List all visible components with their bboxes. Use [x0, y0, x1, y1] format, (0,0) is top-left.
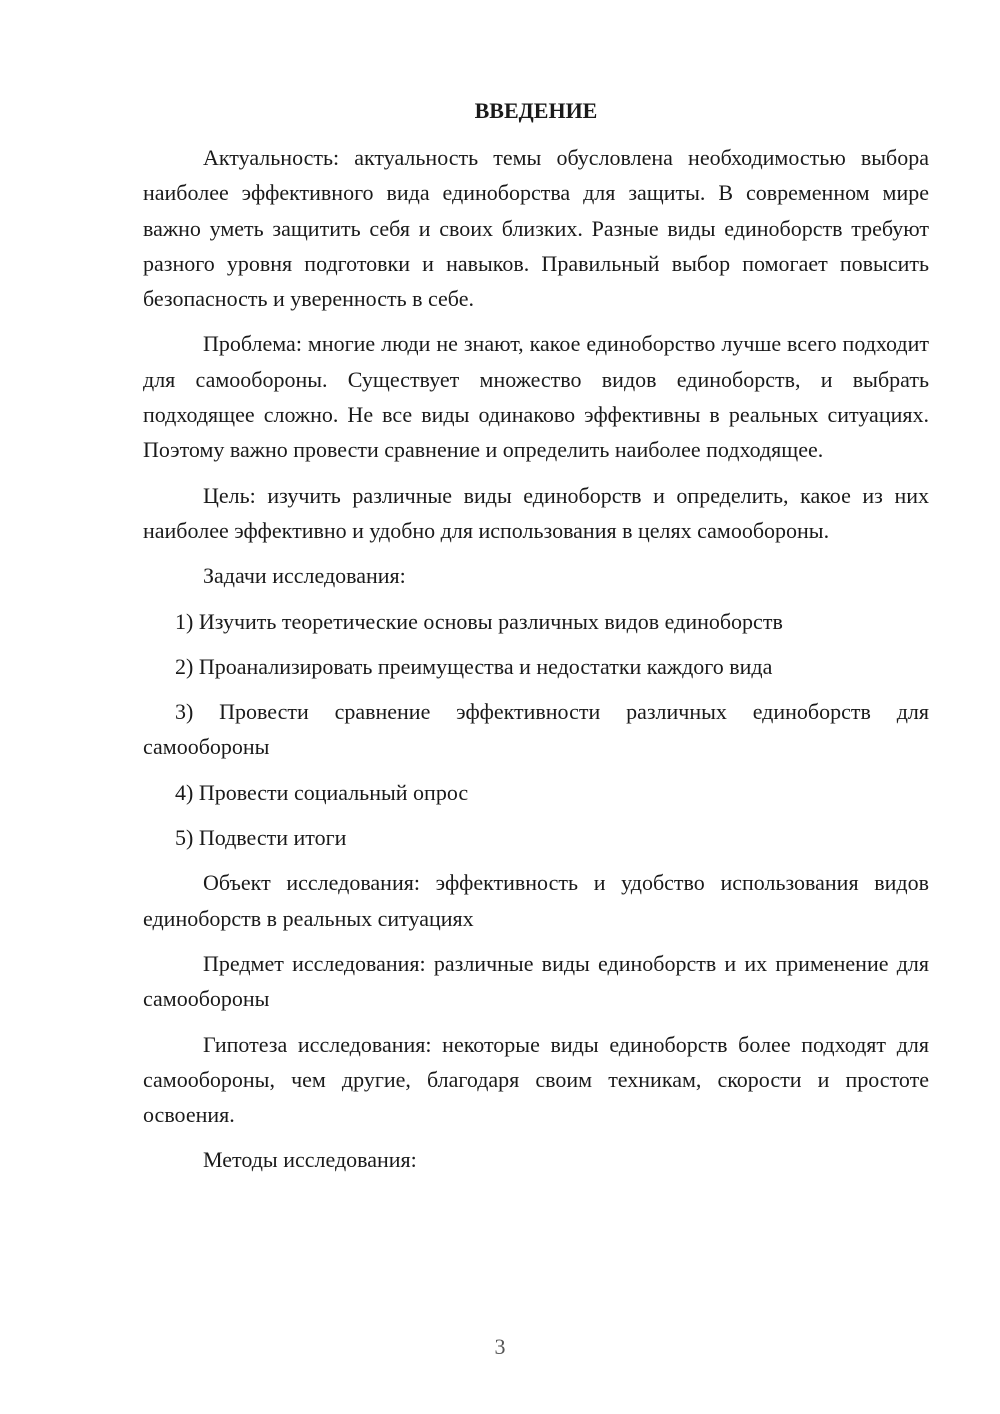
task-item: 5) Подвести итоги [175, 825, 347, 851]
page-content [143, 96, 929, 1178]
actuality-paragraph: Актуальность: актуальность темы обусловлена необходимостью выбора наиболее эффективного вида единоборства для защиты. В современном мире важно уметь защитить себя и своих близких. Разные виды единоборств требуют разного уровня подготовки и навыков. Правильный выбор помогает повысить безопасность и уверенность в себе. [143, 145, 929, 312]
task-item: 1) Изучить теоретические основы различных видов единоборств [175, 608, 783, 634]
hypothesis-paragraph: Гипотеза исследования: некоторые виды единоборств более подходят для самообороны, чем другие, благодаря своим техникам, скорости и простоте освоения. [143, 1031, 929, 1128]
task-item: 3) Провести сравнение эффективности различных единоборств для самообороны [143, 699, 929, 760]
page-number: 3 [494, 1334, 506, 1359]
tasks-list [143, 604, 929, 856]
object-paragraph: Объект исследования: эффективность и удобство использования видов единоборств в реальных ситуациях [143, 870, 929, 931]
methods-heading: Методы исследования: [203, 1147, 417, 1173]
task-item: 2) Проанализировать преимущества и недостатки каждого вида [175, 653, 773, 679]
task-item: 4) Провести социальный опрос [175, 779, 469, 805]
tasks-heading: Задачи исследования: [203, 563, 406, 589]
section-title: ВВЕДЕНИЕ [474, 98, 598, 123]
goal-paragraph: Цель: изучить различные виды единоборств и определить, какое из них наиболее эффективно и удобно для использования в целях самообороны. [143, 482, 929, 543]
subject-paragraph: Предмет исследования: различные виды единоборств и их применение для самообороны [143, 950, 929, 1012]
problem-paragraph: Проблема: многие люди не знают, какое единоборство лучше всего подходит для самообороны. Существует множество видов единоборств, и выбрать подходящее сложно. Не все виды одинаково эффективны в реальных ситуациях. Поэтому важно провести сравнение и определить наиболее подходящее. [143, 331, 929, 463]
